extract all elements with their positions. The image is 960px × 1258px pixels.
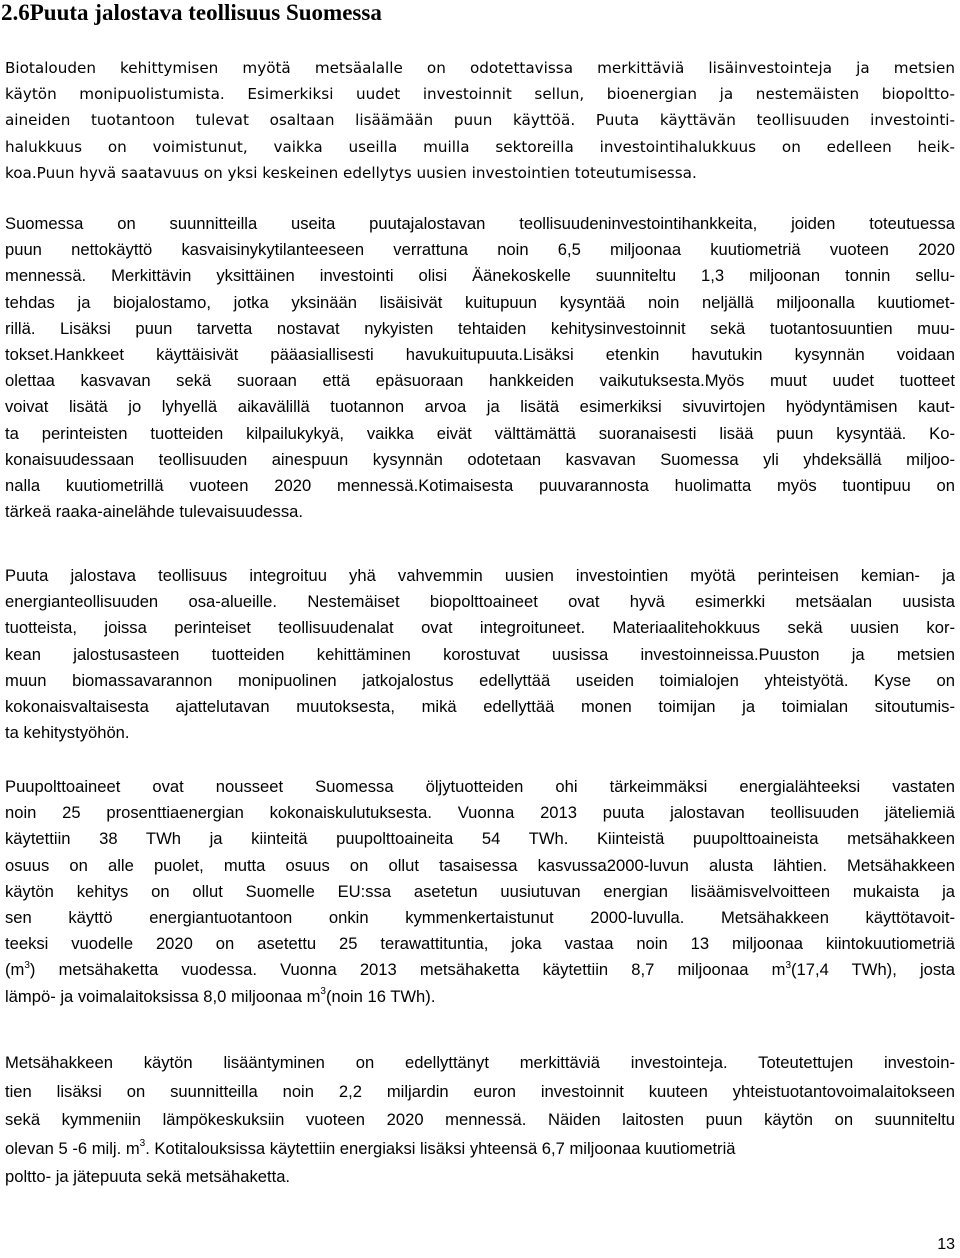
text-line: nalla kuutiometrillä vuoteen 2020 mennessä.Kotimaisesta puuvarannosta huolimatta myös tuontipuu on xyxy=(5,476,955,496)
paragraph-1 xyxy=(5,55,955,186)
text-line: olettaa kasvavan sekä suoraan että epäsuoraan hankkeiden vaikutuksesta.Myös muut uudet tuotteet xyxy=(5,371,955,391)
text-line: rillä. Lisäksi puun tarvetta nostavat nykyisten tehtaiden kehitysinvestoinnit sekä tuotantosuuntien muu- xyxy=(5,318,955,338)
paragraph-4 xyxy=(5,774,955,1010)
superscript: 3 xyxy=(24,959,30,971)
text-line: Metsähakkeen käytön lisääntyminen on edellyttänyt merkittäviä investointeja. Toteutettujen investoin- xyxy=(5,1053,955,1072)
text-line: käytön monipuolistumista. Esimerkiksi uudet investoinnit sellun, bioenergian ja nestemäisten biopoltto- xyxy=(5,85,955,104)
superscript: 3 xyxy=(320,986,326,998)
page-number: 13 xyxy=(937,1236,955,1253)
text-line: tärkeä raaka-ainelähde tulevaisuudessa. xyxy=(5,502,303,522)
text-line: puun nettokäyttö kasvaisinykytilanteeseen verrattuna noin 6,5 miljoonaa kuutiometriä vuoteen 2020 xyxy=(5,240,955,260)
superscript: 3 xyxy=(785,959,791,971)
text-line: energianteollisuuden osa-alueille. Nestemäiset biopolttoaineet ovat hyvä esimerkki metsäalan uusista xyxy=(5,592,955,612)
text-segment: (m xyxy=(5,960,25,980)
text-line: ta kehitystyöhön. xyxy=(5,723,130,743)
text-line: Biotalouden kehittymisen myötä metsäalalle on odotettavissa merkittäviä lisäinvestointeja ja metsien xyxy=(5,59,955,77)
text-line: sen käyttö energiantuotantoon onkin kymmenkertaistunut 2000-luvulla. Metsähakkeen käyttötavoit- xyxy=(5,908,955,928)
text-line: Puupolttoaineet ovat nousseet Suomessa öljytuotteiden ohi tärkeimmäksi energialähteeksi vastaten xyxy=(5,777,955,796)
text-line: tokset.Hankkeet käyttäisivät pääasiallisesti havukuitupuuta.Lisäksi etenkin havutukin kysynnän voidaan xyxy=(5,345,955,365)
text-line: konaisuudessaan teollisuuden ainespuun kysynnän odotetaan kasvavan Suomessa yli yhdeksällä miljoo- xyxy=(5,449,955,469)
text-line: voivat lisätä jo lyhyellä aikavälillä tuotannon arvoa ja lisätä esimerkiksi sivuvirtojen hyödyntämisen kaut- xyxy=(5,397,955,417)
text-line-with-superscript xyxy=(5,1135,955,1164)
text-line: tien lisäksi on suunnitteilla noin 2,2 miljardin euron investoinnit kuuteen yhteistuotantovoimalaitokseen xyxy=(5,1081,955,1101)
text-segment: . Kotitalouksissa käytettiin energiaksi lisäksi yhteensä 6,7 miljoonaa kuutiometriä xyxy=(145,1138,736,1158)
text-line: halukkuus on voimistunut, vaikka useilla muilla sektoreilla investointihalukkuus on edelleen heik- xyxy=(5,137,955,156)
text-line: käytettiin 38 TWh ja kiinteitä puupolttoaineita 54 TWh. Kiinteistä puupolttoaineista metsähakkeen xyxy=(5,829,955,849)
text-line: kokonaisvaltaisesta ajattelutavan muutoksesta, mikä edellyttää monen toimijan ja toimialan sitoutumis- xyxy=(5,697,955,717)
paragraph-5 xyxy=(5,1049,955,1192)
text-line: Puuta jalostava teollisuus integroituu yhä vahvemmin uusien investointien myötä perinteisen kemian- ja xyxy=(5,566,955,585)
text-line: tehdas ja biojalostamo, jotka yksinään lisäisivät kuitupuun kysyntää noin neljällä miljoonalla kuutiomet- xyxy=(5,292,955,312)
text-segment: lämpö- ja voimalaitoksissa 8,0 miljoonaa m xyxy=(5,986,321,1006)
text-segment: (17,4 TWh), josta xyxy=(791,960,955,980)
text-segment: (noin 16 TWh). xyxy=(325,986,436,1006)
paragraph-3 xyxy=(5,563,955,746)
paragraph-2 xyxy=(5,211,955,525)
text-line: kean jalostusasteen tuotteiden kehittäminen korostuvat uusissa investoinneissa.Puuston ja metsien xyxy=(5,644,955,664)
text-segment: ) metsähaketta vuodessa. Vuonna 2013 metsähaketta käytettiin 8,7 miljoonaa m xyxy=(29,960,786,980)
text-line: poltto- ja jätepuuta sekä metsähaketta. xyxy=(5,1167,291,1186)
text-line-with-superscript xyxy=(5,984,955,1010)
text-line: teeksi vuodelle 2020 on asetettu 25 terawattituntia, joka vastaa noin 13 miljoonaa kiintokuutiometriä xyxy=(5,934,955,954)
section-heading: 2.6Puuta jalostava teollisuus Suomessa xyxy=(1,0,382,25)
text-line: aineiden tuotantoon tulevat osaltaan lisäämään puun käyttöä. Puuta käyttävän teollisuuden investointi- xyxy=(5,111,955,130)
text-line: käytön kehitys on ollut Suomelle EU:ssa asetetun uusiutuvan energian lisäämisvelvoitteen mukaista ja xyxy=(5,881,955,901)
text-line: koa.Puun hyvä saatavuus on yksi keskeinen edellytys uusien investointien toteutumisessa. xyxy=(5,163,697,182)
text-line: noin 25 prosenttiaenergian kokonaiskulutuksesta. Vuonna 2013 puuta jalostavan teollisuuden jäteliemiä xyxy=(5,803,955,823)
text-line: tuotteista, joissa perinteiset teollisuudenalat ovat integroituneet. Materiaalitehokkuus sekä uusien kor- xyxy=(5,618,955,638)
text-line: Suomessa on suunnitteilla useita puutajalostavan teollisuudeninvestointihankkeita, joiden toteutuessa xyxy=(5,214,955,233)
text-line: ta perinteisten tuotteiden kilpailukykyä, vaikka eivät välttämättä suoranaisesti lisää puun kysyntää. Ko- xyxy=(5,423,955,443)
text-line: sekä kymmeniin lämpökeskuksiin vuoteen 2020 mennessä. Näiden laitosten puun käytön on suunniteltu xyxy=(5,1110,955,1129)
text-line: mennessä. Merkittävin yksittäinen investointi olisi Äänekoskelle suunniteltu 1,3 miljoonan tonnin sellu- xyxy=(5,266,955,286)
text-line-with-superscript xyxy=(5,957,955,983)
superscript: 3 xyxy=(139,1137,146,1149)
text-line: osuus on alle puolet, mutta osuus on ollut tasaisessa kasvussa2000-luvun alusta lähtien. Metsähakkeen xyxy=(5,855,955,875)
text-line: muun biomassavarannon monipuolinen jatkojalostus edellyttää useiden toimialojen yhteistyötä. Kyse on xyxy=(5,670,955,690)
text-segment: olevan 5 -6 milj. m xyxy=(5,1138,140,1158)
